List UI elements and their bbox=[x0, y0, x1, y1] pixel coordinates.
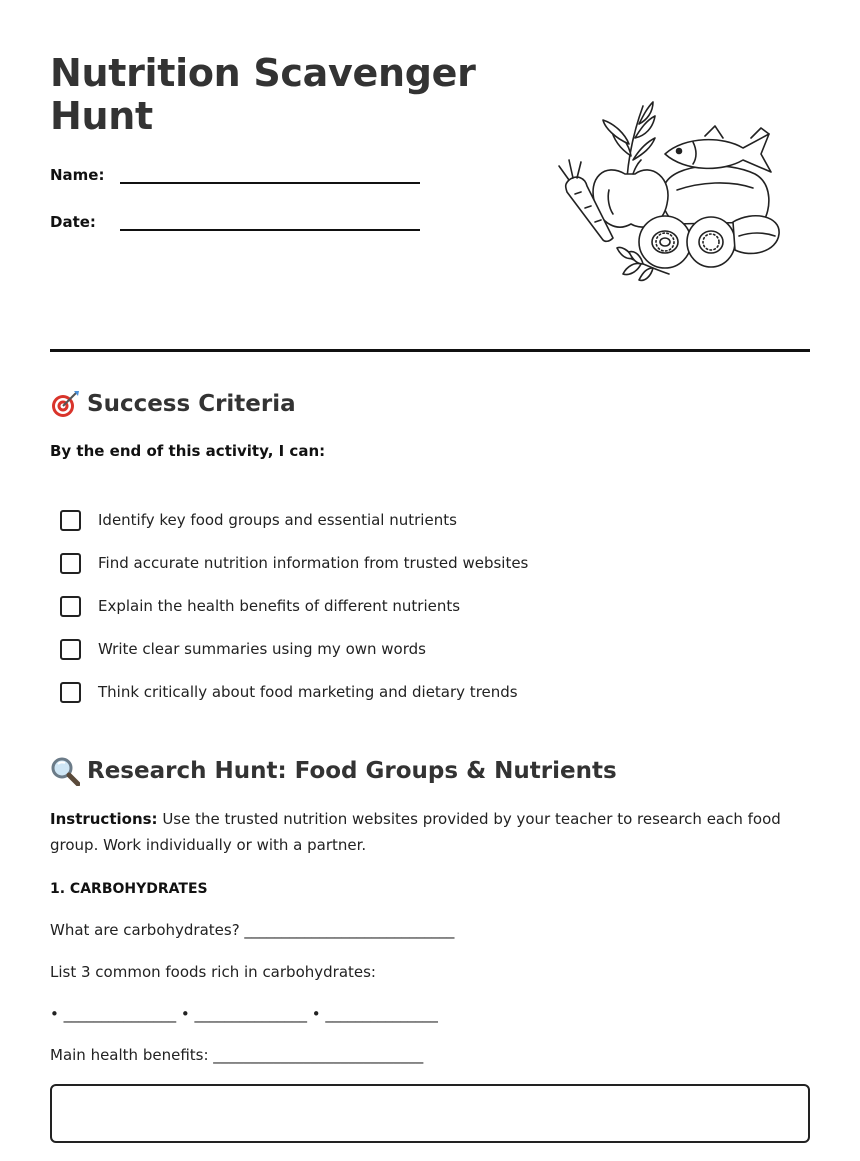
question-what-are-carbohydrates[interactable]: What are carbohydrates? ____________________________ bbox=[50, 921, 455, 939]
page-title: Nutrition Scavenger Hunt bbox=[50, 51, 476, 138]
food-illustration-icon bbox=[555, 98, 785, 288]
food-blanks[interactable]: • _______________ • _______________ • _______________ bbox=[50, 1005, 438, 1023]
date-label: Date: bbox=[50, 213, 96, 231]
criteria-checkbox[interactable] bbox=[60, 639, 81, 660]
date-field[interactable] bbox=[50, 213, 430, 243]
criteria-label: Explain the health benefits of different nutrients bbox=[98, 597, 461, 615]
instructions-text: Use the trusted nutrition websites provided by your teacher to research each food group. Work individually or with a partner. bbox=[50, 810, 781, 854]
criteria-label: Write clear summaries using my own words bbox=[98, 640, 426, 658]
instructions-label: Instructions: bbox=[50, 810, 158, 828]
name-label: Name: bbox=[50, 166, 105, 184]
criteria-item[interactable] bbox=[60, 593, 460, 619]
name-line[interactable] bbox=[120, 182, 420, 184]
magnifying-glass-icon bbox=[50, 756, 80, 786]
criteria-item[interactable] bbox=[60, 636, 426, 662]
criteria-label: Think critically about food marketing and dietary trends bbox=[98, 683, 518, 701]
answer-box[interactable] bbox=[50, 1084, 810, 1143]
name-field[interactable] bbox=[50, 166, 430, 196]
criteria-checkbox[interactable] bbox=[60, 510, 81, 531]
success-lead: By the end of this activity, I can: bbox=[50, 442, 326, 460]
criteria-label: Identify key food groups and essential nutrients bbox=[98, 511, 457, 529]
criteria-item[interactable] bbox=[60, 507, 457, 533]
success-criteria-heading bbox=[50, 389, 296, 419]
carbohydrates-section-title: 1. CARBOHYDRATES bbox=[50, 881, 208, 897]
target-icon bbox=[50, 389, 80, 419]
criteria-item[interactable] bbox=[60, 679, 518, 705]
research-hunt-heading bbox=[50, 756, 617, 786]
criteria-checkbox[interactable] bbox=[60, 596, 81, 617]
criteria-checkbox[interactable] bbox=[60, 682, 81, 703]
success-criteria-title: Success Criteria bbox=[87, 391, 296, 417]
research-hunt-title: Research Hunt: Food Groups & Nutrients bbox=[87, 758, 617, 784]
criteria-checkbox[interactable] bbox=[60, 553, 81, 574]
criteria-item[interactable] bbox=[60, 550, 528, 576]
date-line[interactable] bbox=[120, 229, 420, 231]
instructions-paragraph bbox=[50, 806, 810, 858]
criteria-label: Find accurate nutrition information from trusted websites bbox=[98, 554, 529, 572]
section-divider bbox=[50, 349, 810, 352]
question-list-foods: List 3 common foods rich in carbohydrates: bbox=[50, 963, 376, 981]
question-health-benefits[interactable]: Main health benefits: ____________________________ bbox=[50, 1046, 424, 1064]
